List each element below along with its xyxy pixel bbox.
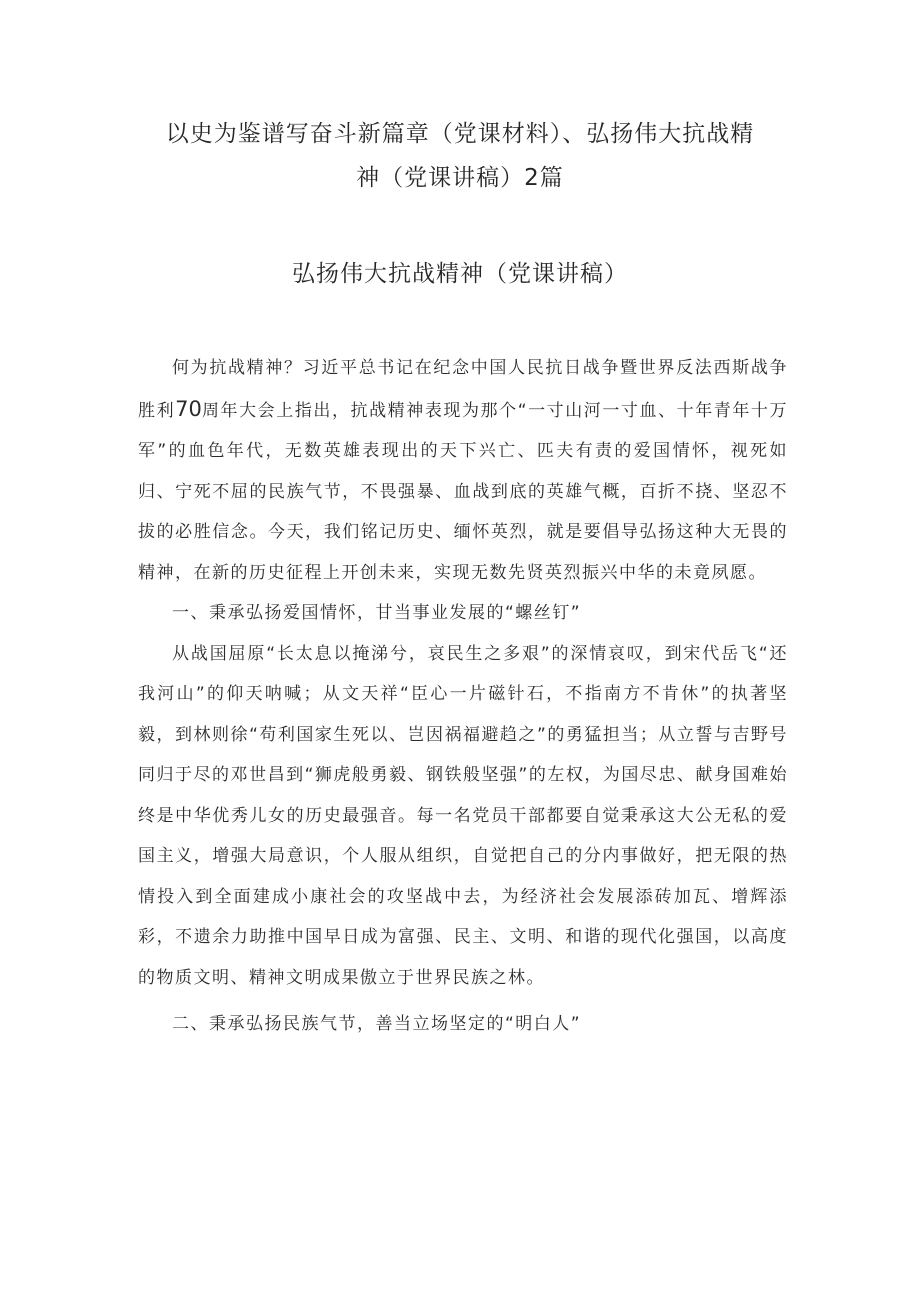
intro-text-part-2: 周年大会上指出，抗战精神表现为那个“一寸山河一寸血、十年青年十万军”的血色年代，无数英雄表现出的天下兴亡、匹夫有责的爱国情怀，视死如归、宁死不屈的民族气节，不畏强暴、血战到底的英雄气概，百折不挠、坚忍不拔的必胜信念。今天，我们铭记历史、缅怀英烈，就是要倡导弘扬这种大无畏的精神，在新的历史征程上开创未来，实现无数先贤英烈振兴中华的未竟夙愿。: [138, 400, 789, 583]
document-body: [138, 348, 788, 1045]
document-title-line-1: 以史为鉴谱写奋斗新篇章（党课材料）、弘扬伟大抗战精: [165, 121, 755, 147]
document-title: [120, 112, 800, 200]
intro-anniversary-number: 70: [175, 396, 202, 421]
section-heading-2: 二、秉承弘扬民族气节，善当立场坚定的“明白人”: [172, 1014, 582, 1034]
paragraph-1: 从战国屈原“长太息以掩涕兮，哀民生之多艰”的深情哀叹，到宋代岳飞“还我河山”的仰天呐喊；从文天祥“臣心一片磁针石，不指南方不肯休”的执著坚毅，到林则徐“苟利国家生死以、岂因祸福避趋之”的勇猛担当；从立誓与吉野号同归于尽的邓世昌到“狮虎般勇毅、钢铁般坚强”的左权，为国尽忠、献身国难始终是中华优秀儿女的历史最强音。每一名党员干部都要自觉秉承这大公无私的爱国主义，增强大局意识，个人服从组织，自觉把自己的分内事做好，把无限的热情投入到全面建成小康社会的攻坚战中去，为经济社会发展添砖加瓦、增辉添彩，不遗余力助推中国早日成为富强、民主、文明、和谐的现代化强国，以高度的物质文明、精神文明成果傲立于世界民族之林。: [138, 643, 788, 988]
intro-paragraph: [138, 348, 788, 593]
section-title: 弘扬伟大抗战精神（党课讲稿）: [292, 261, 628, 287]
intro-text-part-1: 何为抗战精神？习近平总书记在纪念中国人民抗日战争暨世界反法西斯战争胜利: [138, 358, 788, 421]
section-heading-1: 一、秉承弘扬爱国情怀，甘当事业发展的“螺丝钉”: [172, 603, 582, 623]
document-title-line-2: 神（党课讲稿）2篇: [356, 165, 564, 191]
